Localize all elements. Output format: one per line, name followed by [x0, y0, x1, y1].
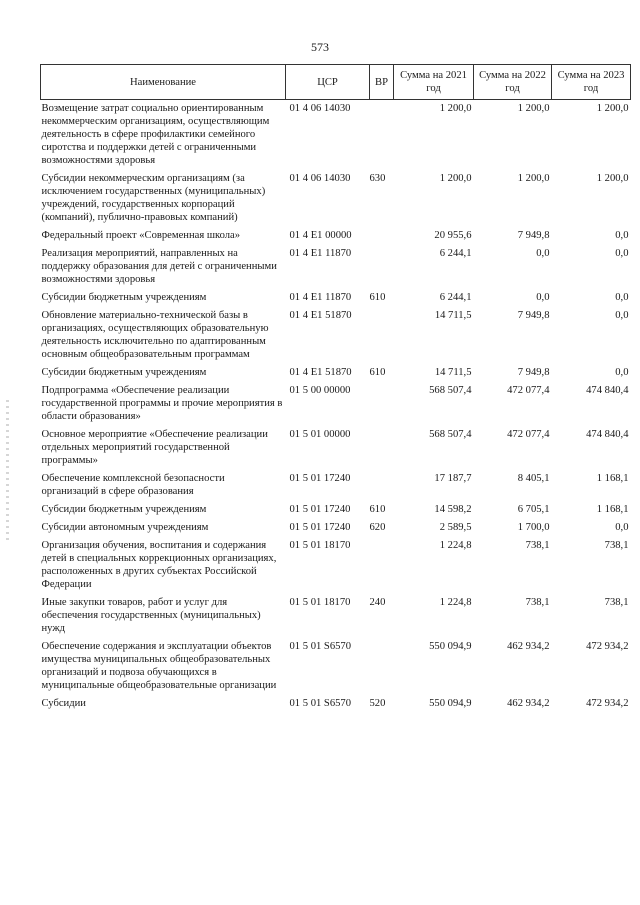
row-sum-2021: 20 955,6 [434, 230, 472, 241]
row-sum-2021: 6 244,1 [439, 248, 472, 259]
row-sum-2022: 1 700,0 [517, 522, 550, 533]
table-row [41, 470, 631, 501]
row-sum-2022: 472 077,4 [507, 385, 550, 396]
row-sum-2022: 0,0 [536, 292, 550, 303]
row-csr: 01 4 06 14030 [289, 103, 351, 114]
row-vr [370, 307, 394, 364]
budget-table [40, 64, 631, 713]
table-row [41, 426, 631, 470]
row-sum-2023: 474 840,4 [586, 385, 629, 396]
table-row [41, 170, 631, 227]
row-sum-2023: 472 934,2 [586, 698, 629, 709]
row-sum-2023: 474 840,4 [586, 429, 629, 440]
row-csr: 01 5 01 00000 [289, 429, 351, 440]
row-sum-2022: 1 200,0 [517, 103, 550, 114]
row-name: Организация обучения, воспитания и содержания детей в специальных коррекционных организациях, расположенных в других субъектах Российской Федерации [41, 540, 277, 590]
row-name: Подпрограмма «Обеспечение реализации государственной программы и прочие мероприятия в области образования» [41, 385, 283, 422]
row-vr: 620 [369, 522, 386, 533]
row-sum-2023: 0,0 [615, 310, 629, 321]
row-name: Обновление материально-технической базы в организациях, осуществляющих образовательную деятельность исключительно по адаптированным основным общеобразовательным программам [41, 310, 269, 360]
table-row [41, 537, 631, 594]
row-name: Возмещение затрат социально ориентированным некоммерческим организациям, осуществляющим деятельность в сфере профилактики семейного сиротства и поддержки детей с ограниченными возможностями здоровья [41, 103, 270, 166]
row-vr [370, 426, 394, 470]
row-sum-2022: 1 200,0 [517, 173, 550, 184]
table-body [41, 100, 631, 714]
row-sum-2021: 1 224,8 [439, 540, 472, 551]
row-sum-2022: 462 934,2 [507, 698, 550, 709]
row-sum-2023: 1 200,0 [596, 173, 629, 184]
row-csr: 01 5 01 S6570 [289, 698, 352, 709]
row-sum-2023: 1 168,1 [596, 504, 629, 515]
header-sum-2023: Сумма на 2023 год [552, 65, 631, 100]
row-csr: 01 5 01 S6570 [289, 641, 352, 652]
row-csr: 01 4 E1 00000 [289, 230, 352, 241]
row-sum-2022: 472 077,4 [507, 429, 550, 440]
row-sum-2022: 462 934,2 [507, 641, 550, 652]
row-sum-2023: 0,0 [615, 522, 629, 533]
row-sum-2022: 7 949,8 [517, 230, 550, 241]
row-name: Субсидии бюджетным учреждениям [41, 367, 207, 378]
table-row [41, 594, 631, 638]
row-vr [370, 382, 394, 426]
table-row [41, 638, 631, 695]
page-number: 573 [311, 40, 329, 54]
scan-margin-mark [6, 400, 9, 540]
header-vr: ВР [370, 65, 394, 100]
row-sum-2022: 0,0 [536, 248, 550, 259]
row-sum-2021: 1 200,0 [439, 173, 472, 184]
row-sum-2023: 0,0 [615, 367, 629, 378]
table-header [41, 65, 631, 100]
row-sum-2021: 1 224,8 [439, 597, 472, 608]
table-row [41, 364, 631, 382]
row-csr: 01 4 E1 51870 [289, 367, 352, 378]
row-sum-2021: 568 507,4 [429, 385, 472, 396]
header-sum-2022: Сумма на 2022 год [474, 65, 552, 100]
row-vr [370, 638, 394, 695]
row-sum-2021: 14 711,5 [434, 310, 472, 321]
row-csr: 01 4 E1 11870 [289, 248, 352, 259]
row-csr: 01 5 01 18170 [289, 597, 351, 608]
row-sum-2021: 6 244,1 [439, 292, 472, 303]
table-row [41, 501, 631, 519]
row-vr [370, 470, 394, 501]
row-name: Субсидии бюджетным учреждениям [41, 504, 207, 515]
header-name: Наименование [41, 65, 286, 100]
row-vr: 610 [369, 504, 386, 515]
row-csr: 01 5 01 17240 [289, 522, 351, 533]
row-vr: 630 [369, 173, 386, 184]
row-csr: 01 4 06 14030 [289, 173, 351, 184]
row-sum-2023: 0,0 [615, 248, 629, 259]
table-row [41, 307, 631, 364]
row-sum-2023: 472 934,2 [586, 641, 629, 652]
table-row [41, 100, 631, 171]
row-vr [370, 245, 394, 289]
header-csr: ЦСР [286, 65, 370, 100]
header-sum-2021: Сумма на 2021 год [394, 65, 474, 100]
row-sum-2023: 0,0 [615, 292, 629, 303]
row-sum-2021: 14 598,2 [434, 504, 472, 515]
row-name: Иные закупки товаров, работ и услуг для обеспечения государственных (муниципальных) нужд [41, 597, 261, 634]
row-sum-2022: 7 949,8 [517, 310, 550, 321]
row-csr: 01 4 E1 11870 [289, 292, 352, 303]
row-vr: 520 [369, 698, 386, 709]
row-sum-2021: 1 200,0 [439, 103, 472, 114]
row-sum-2023: 738,1 [604, 540, 629, 551]
row-name: Федеральный проект «Современная школа» [41, 230, 241, 241]
row-sum-2021: 550 094,9 [429, 698, 472, 709]
row-sum-2021: 2 589,5 [439, 522, 472, 533]
row-vr: 610 [369, 292, 386, 303]
row-vr: 240 [369, 597, 386, 608]
table-row [41, 382, 631, 426]
row-sum-2022: 738,1 [525, 597, 550, 608]
row-sum-2023: 0,0 [615, 230, 629, 241]
table-row [41, 245, 631, 289]
table-row [41, 227, 631, 245]
row-sum-2023: 1 200,0 [596, 103, 629, 114]
row-sum-2023: 738,1 [604, 597, 629, 608]
row-sum-2021: 17 187,7 [434, 473, 472, 484]
row-name: Реализация мероприятий, направленных на поддержку образования для детей с ограниченными возможностями здоровья [41, 248, 277, 285]
row-sum-2022: 738,1 [525, 540, 550, 551]
row-sum-2022: 7 949,8 [517, 367, 550, 378]
row-csr: 01 4 E1 51870 [289, 310, 352, 321]
row-vr: 610 [369, 367, 386, 378]
row-csr: 01 5 01 17240 [289, 473, 351, 484]
row-sum-2022: 6 705,1 [517, 504, 550, 515]
row-sum-2021: 14 711,5 [434, 367, 472, 378]
row-vr [370, 100, 394, 171]
row-sum-2023: 1 168,1 [596, 473, 629, 484]
row-name: Субсидии бюджетным учреждениям [41, 292, 207, 303]
row-csr: 01 5 00 00000 [289, 385, 351, 396]
table-row [41, 695, 631, 713]
table-row [41, 519, 631, 537]
row-name: Субсидии некоммерческим организациям (за исключением государственных (муниципальных) учреждений, государственных корпораций (компаний), публично-правовых компаний) [41, 173, 266, 223]
row-csr: 01 5 01 17240 [289, 504, 351, 515]
row-vr [370, 537, 394, 594]
row-name: Субсидии автономным учреждениям [41, 522, 209, 533]
row-name: Обеспечение комплексной безопасности организаций в сфере образования [41, 473, 225, 497]
row-csr: 01 5 01 18170 [289, 540, 351, 551]
row-name: Обеспечение содержания и эксплуатации объектов имущества муниципальных общеобразовательных организаций и подвоза обучающихся в муниципальные общеобразовательные организации [41, 641, 277, 691]
table-row [41, 289, 631, 307]
row-vr [370, 227, 394, 245]
row-sum-2022: 8 405,1 [517, 473, 550, 484]
row-sum-2021: 568 507,4 [429, 429, 472, 440]
row-name: Субсидии [41, 698, 86, 709]
row-sum-2021: 550 094,9 [429, 641, 472, 652]
row-name: Основное мероприятие «Обеспечение реализации отдельных мероприятий государственной программы» [41, 429, 268, 466]
